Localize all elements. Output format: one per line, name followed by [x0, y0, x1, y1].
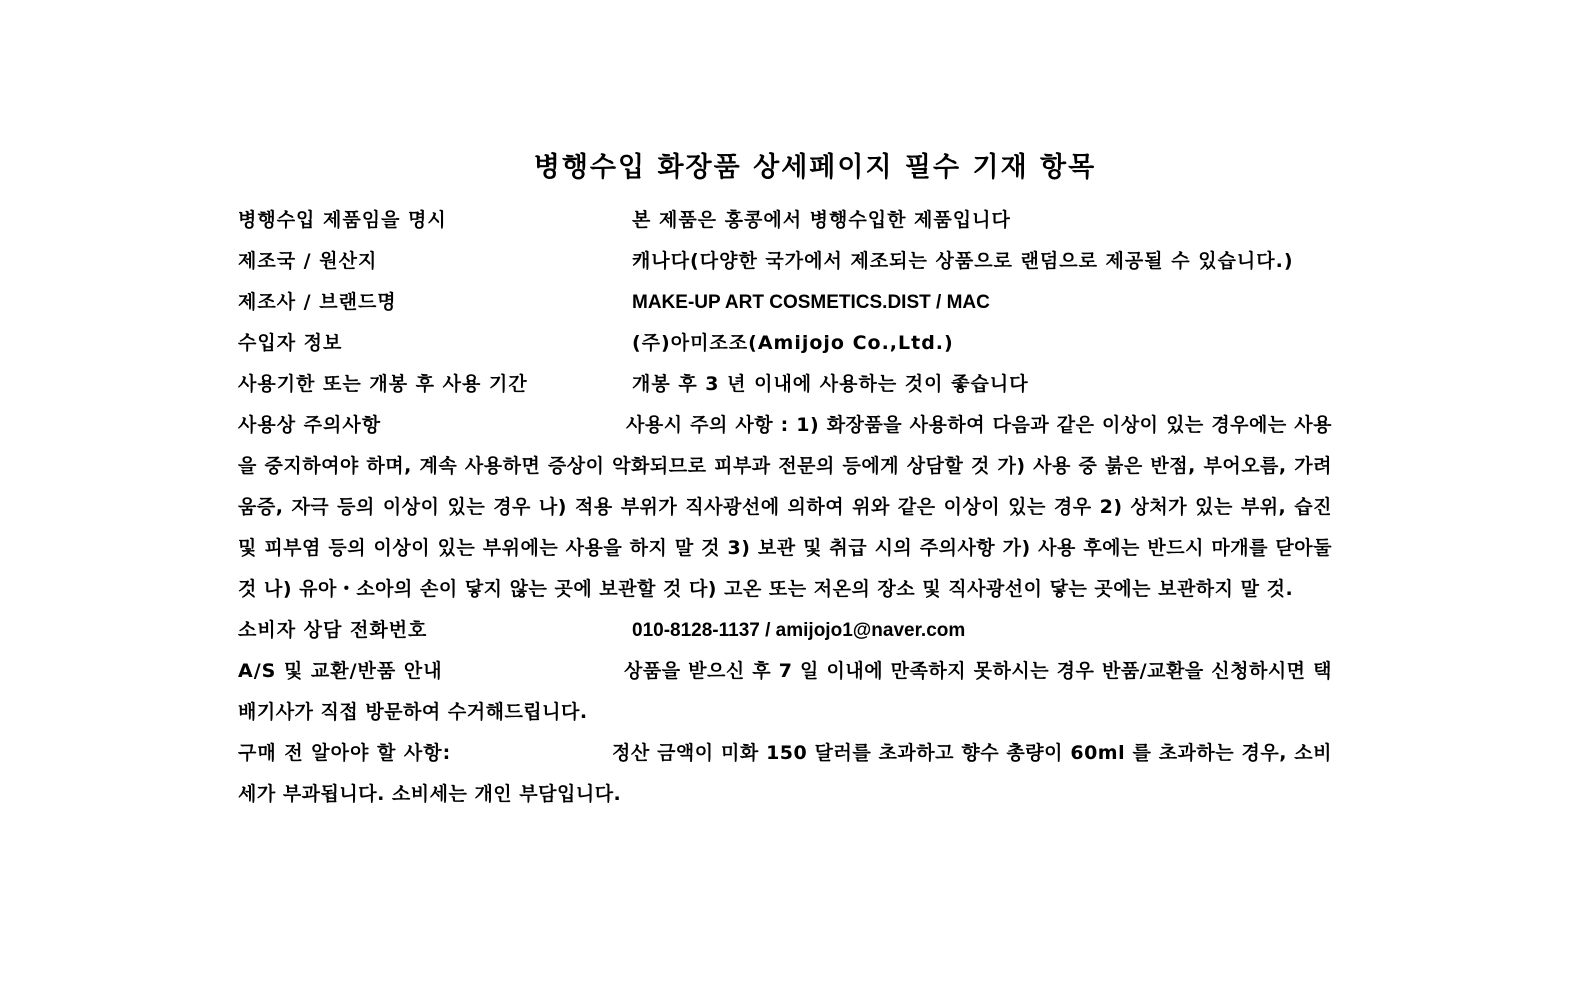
info-row-parallel-import	[238, 200, 1332, 241]
info-row-caution	[238, 405, 1332, 610]
row-label: 제조사 / 브랜드명	[238, 291, 397, 313]
row-value: (주)아미조조(Amijojo Co.,Ltd.)	[632, 332, 954, 354]
document-title: 병행수입 화장품 상세페이지 필수 기재 항목	[533, 152, 1097, 183]
row-value: 개봉 후 3 년 이내에 사용하는 것이 좋습니다	[632, 373, 1029, 395]
row-value: 본 제품은 홍콩에서 병행수입한 제품입니다	[632, 209, 1011, 231]
row-value: 사용시 주의 사항 : 1) 화장품을 사용하여 다음과 같은 이상이 있는 경우에는 사용을 중지하여야 하며, 계속 사용하면 증상이 악화되므로 피부과 전문의 등에게 상담할 것 가) 사용 중 붉은 반점, 부어오름, 가려움증, 자극 등의 이상이 있는 경우 나) 적용 부위가 직사광선에 의하여 위와 같은 이상이 있는 경우 2) 상처가 있는 부위, 습진 및 피부염 등의 이상이 있는 부위에는 사용을 하지 말 것 3) 보관 및 취급 시의 주의사항 가) 사용 후에는 반드시 마개를 닫아둘 것 나) 유아・소아의 손이 닿지 않는 곳에 보관할 것 다) 고온 또는 저온의 장소 및 직사광선이 닿는 곳에는 보관하지 말 것.	[238, 414, 1332, 600]
row-value: 010-8128-1137 / amijojo1@naver.com	[632, 620, 966, 641]
row-label: 소비자 상담 전화번호	[238, 619, 428, 641]
info-row-importer	[238, 323, 1332, 364]
row-label: A/S 및 교환/반품 안내	[238, 660, 443, 682]
info-row-country-of-origin	[238, 241, 1332, 282]
product-info-document	[238, 148, 1332, 815]
row-label: 수입자 정보	[238, 332, 343, 354]
info-row-manufacturer-brand	[238, 282, 1332, 323]
row-value: MAKE-UP ART COSMETICS.DIST / MAC	[632, 292, 990, 313]
row-label: 제조국 / 원산지	[238, 250, 378, 272]
row-label: 사용상 주의사항	[238, 414, 382, 436]
info-row-as-return	[238, 651, 1332, 733]
row-value: 상품을 받으신 후 7 일 이내에 만족하지 못하시는 경우 반품/교환을 신청하시면 택배기사가 직접 방문하여 수거해드립니다.	[238, 660, 1332, 723]
row-value: 캐나다(다양한 국가에서 제조되는 상품으로 랜덤으로 제공될 수 있습니다.)	[632, 250, 1294, 272]
info-row-contact	[238, 610, 1332, 651]
row-label: 구매 전 알아야 할 사항:	[238, 742, 452, 764]
info-row-before-purchase	[238, 733, 1332, 815]
row-label: 사용기한 또는 개봉 후 사용 기간	[238, 373, 528, 395]
row-label: 병행수입 제품임을 명시	[238, 209, 447, 231]
info-row-expiry	[238, 364, 1332, 405]
row-value: 정산 금액이 미화 150 달러를 초과하고 향수 총량이 60ml 를 초과하는 경우, 소비세가 부과됩니다. 소비세는 개인 부담입니다.	[238, 742, 1332, 805]
